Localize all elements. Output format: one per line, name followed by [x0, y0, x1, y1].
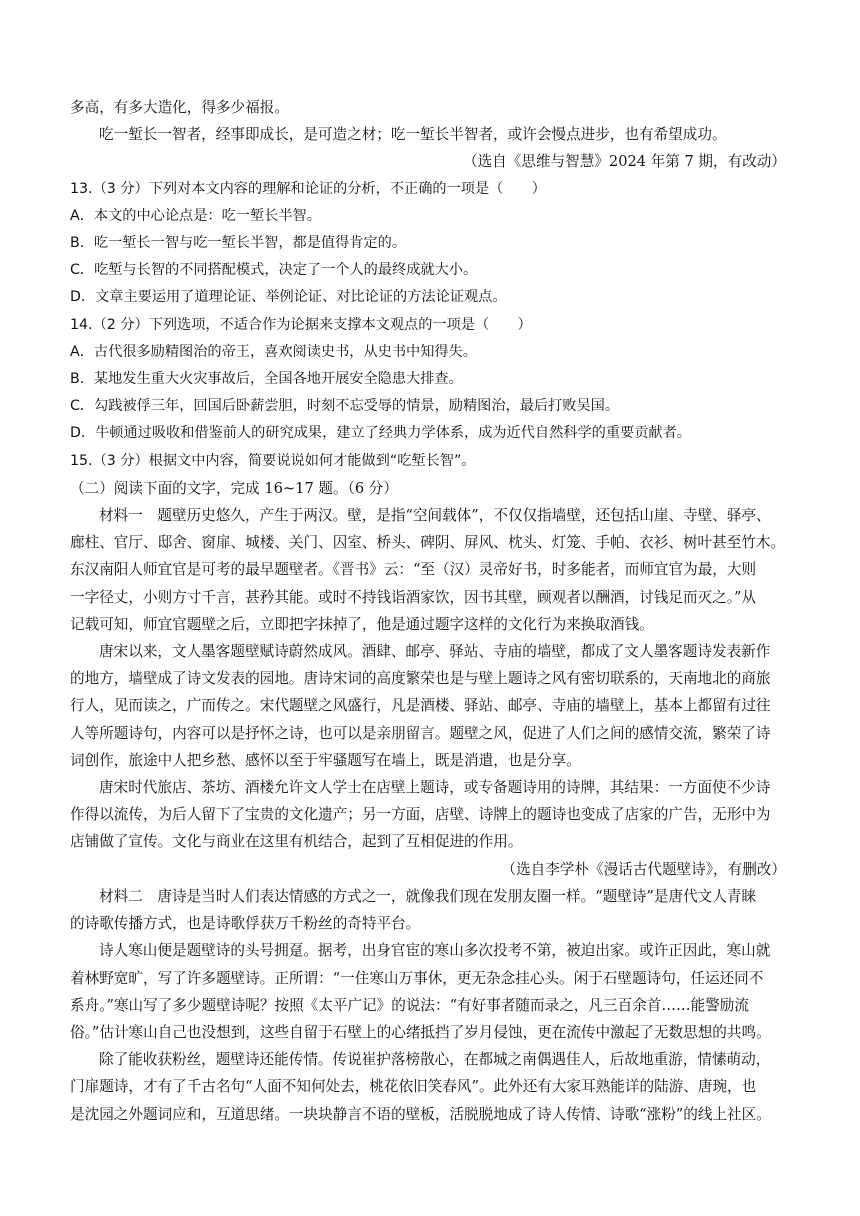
material-2-line: 着林野宽旷，写了许多题壁诗。正所谓：“一住寒山万事休，更无杂念挂心头。闲于石壁题诗句，任运还同不 — [70, 969, 764, 987]
material-1-line: 东汉南阳人师宜官是可考的最早题壁者。《晋书》云：“至（汉）灵帝好书，时多能者，而师宜官为最，大则 — [70, 561, 757, 579]
material-2-line: 的诗歌传播方式，也是诗歌俘获万千粉丝的奇特平台。 — [70, 915, 421, 933]
material-2-line: 除了能收获粉丝，题壁诗还能传情。传说崔护落榜散心，在都城之南偶遇佳人，后故地重游，情愫萌动， — [99, 1051, 771, 1069]
question-14-option-d: D．牛顿通过吸收和借鉴前人的研究成果，建立了经典力学体系，成为近代自然科学的重要贡献者。 — [70, 425, 691, 442]
material-2-line: 诗人寒山便是题壁诗的头号拥趸。据考，出身官宦的寒山多次投考不第，被迫出家。或许正因此，寒山就 — [99, 942, 771, 960]
article-source: （选自《思维与智慧》2024 年第 7 期，有改动） — [462, 153, 786, 171]
material-1-line: 词创作，旅途中人把乡愁、感怀以至于牢骚题写在墙上，既是消遣，也是分享。 — [70, 751, 581, 769]
question-14-option-c: C．勾践被俘三年，回国后卧薪尝胆，时刻不忘受辱的情景，励精图治，最后打败吴国。 — [70, 398, 620, 415]
material-1-line: 一字径丈，小则方寸千言，甚矜其能。或时不持钱诣酒家饮，因书其壁，顾观者以酬酒，讨钱足而灭之。”从 — [70, 588, 757, 606]
section-2-heading: （二）阅读下面的文字，完成 16~17 题。（6 分） — [70, 479, 398, 497]
material-2-line: 系舟。”寒山写了多少题壁诗呢？按照《太平广记》的说法：“有好事者随而录之，凡三百余首……能警励流 — [70, 996, 749, 1014]
material-1-line: 廊柱、官厅、邸舍、窗扉、城楼、关门、囚室、桥头、碑阴、屏风、枕头、灯笼、手帕、衣衫、树叶甚至竹木。 — [70, 534, 786, 552]
question-14-stem: 14.（2 分）下列选项，不适合作为论据来支撑本文观点的一项是（ ） — [70, 316, 532, 333]
material-1-source: （选自李学朴《漫话古代题壁诗》，有删改） — [501, 860, 786, 878]
material-1-line: 的地方，墙壁成了诗文发表的园地。唐诗宋词的高度繁荣也是与壁上题诗之风有密切联系的，天南地北的商旅 — [70, 670, 771, 688]
material-2-line: 门扉题诗，才有了千古名句“人面不知何处去，桃花依旧笑春风”。此外还有大家耳熟能详的陆游、唐琬，也 — [70, 1078, 757, 1096]
question-13-option-c: C．吃堑与长智的不同搭配模式，决定了一个人的最终成就大小。 — [70, 262, 478, 279]
material-1-line: 唐宋时代旅店、茶坊、酒楼允许文人学士在店壁上题诗，或专备题诗用的诗牌，其结果：一方面使不少诗 — [99, 779, 771, 797]
material-1-line: 人等所题诗句，内容可以是抒怀之诗，也可以是亲朋留言。题壁之风，促进了人们之间的感情交流，繁荣了诗 — [70, 724, 771, 742]
question-13-option-b: B．吃一堑长一智与吃一堑长半智，都是值得肯定的。 — [70, 235, 407, 252]
question-14-option-a: A．古代很多励精图治的帝王，喜欢阅读史书，从史书中知得失。 — [70, 343, 477, 360]
material-2-line: 是沈园之外题词应和，互道思绪。一块块静言不语的壁板，活脱脱地成了诗人传情、诗歌“涨粉”的线上社区。 — [70, 1105, 771, 1123]
material-1-line: 作得以流传，为后人留下了宝贵的文化遗产；另一方面，店壁、诗牌上的题诗也变成了店家的广告，无形中为 — [70, 806, 771, 824]
question-13-option-a: A．本文的中心论点是：吃一堑长半智。 — [70, 207, 321, 224]
material-1-line: 店铺做了宣传。文化与商业在这里有机结合，起到了互相促进的作用。 — [70, 833, 523, 851]
article-paragraph: 吃一堑长一智者，经事即成长，是可造之材；吃一堑长半智者，或许会慢点进步，也有希望成功。 — [99, 126, 727, 144]
question-14-option-b: B．某地发生重大火灾事故后，全国各地开展安全隐患大排查。 — [70, 371, 463, 388]
material-1-line: 行人，见而读之，广而传之。宋代题壁之风盛行，凡是酒楼、驿站、邮亭、寺庙的墙壁上，基本上都留有过往 — [70, 697, 771, 715]
material-2-line: 俗。”估计寒山自己也没想到，这些自留于石壁上的心绪抵挡了岁月侵蚀，更在流传中激起了无数思想的共鸣。 — [70, 1023, 771, 1041]
article-paragraph: 多高，有多大造化，得多少福报。 — [70, 99, 289, 116]
question-13-option-d: D．文章主要运用了道理论证、举例论证、对比论证的方法论证观点。 — [70, 289, 507, 306]
material-1-line: 唐宋以来，文人墨客题壁赋诗蔚然成风。酒肆、邮亭、驿站、寺庙的墙壁，都成了文人墨客题诗发表新作 — [99, 643, 771, 661]
question-13-stem: 13.（3 分）下列对本文内容的理解和论证的分析，不正确的一项是（ ） — [70, 180, 546, 197]
material-1-line: 记载可知，师宜官题壁之后，立即把字抹掉了，他是通过题字这样的文化行为来换取酒钱。 — [70, 615, 654, 633]
material-2-line: 材料二 唐诗是当时人们表达情感的方式之一，就像我们现在发朋友圈一样。“题壁诗”是唐代文人青睐 — [99, 887, 757, 905]
material-1-line: 材料一 题壁历史悠久，产生于两汉。壁，是指“空间载体”，不仅仅指墙壁，还包括山崖、寺壁、驿亭、 — [99, 507, 771, 525]
question-15-stem: 15.（3 分）根据文中内容，简要说说如何才能做到“吃堑长智”。 — [70, 452, 476, 469]
